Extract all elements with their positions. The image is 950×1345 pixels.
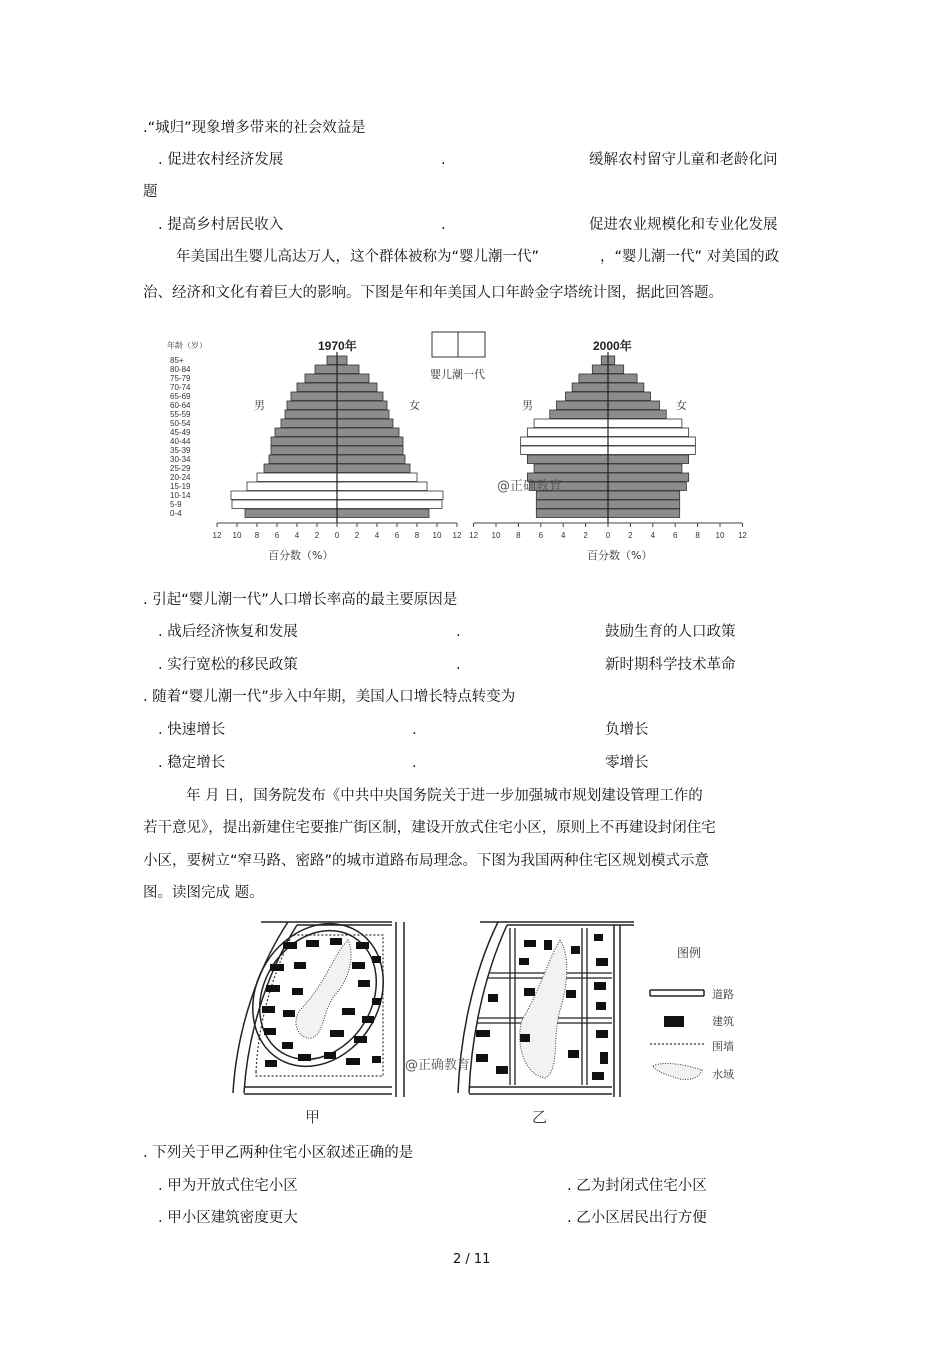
bar-female-1970年-25-29	[337, 464, 410, 473]
x-tick-label: 0	[334, 531, 340, 540]
bar-female-1970年-0-4	[337, 509, 429, 518]
bar-female-2000年-0-4	[608, 509, 680, 518]
age-tick-label: 25-29	[170, 464, 191, 473]
bar-female-2000年-45-49	[608, 428, 689, 437]
q1-option-b: 缓解农村留守儿童和老龄化问	[589, 152, 778, 168]
x-tick-label: 12	[469, 531, 479, 540]
bar-female-1970年-70-74	[337, 383, 377, 392]
x-tick-label: 6	[394, 531, 400, 540]
bar-male-2000年-60-64	[556, 401, 608, 410]
bar-male-1970年-20-24	[257, 473, 337, 482]
x-tick-label: 4	[650, 531, 656, 540]
x-tick-label: 4	[294, 531, 300, 540]
age-tick-label: 20-24	[170, 473, 191, 482]
x-tick-label: 4	[374, 531, 380, 540]
bar-male-2000年-40-44	[521, 437, 608, 446]
x-tick-label: 6	[672, 531, 678, 540]
baby-boom-legend-label: 婴儿潮一代	[430, 368, 485, 381]
age-tick-label: 70-74	[170, 383, 191, 392]
bar-male-2000年-50-54	[534, 419, 608, 428]
bar-male-1970年-25-29	[264, 464, 337, 473]
age-tick-label: 65-69	[170, 392, 191, 401]
bar-female-2000年-55-59	[608, 410, 666, 419]
q2-option-c: . 实行宽松的移民政策	[158, 657, 298, 673]
bar-male-2000年-35-39	[521, 446, 608, 455]
x-tick-label: 6	[274, 531, 280, 540]
age-tick-label: 75-79	[170, 374, 191, 383]
bar-female-2000年-65-69	[608, 392, 651, 401]
map-yi-label: 乙	[532, 1108, 548, 1126]
q1-option-d: 促进农业规模化和专业化发展	[589, 217, 778, 233]
bar-male-1970年-15-19	[247, 482, 337, 491]
q1-option-c: . 提高乡村居民收入	[158, 217, 284, 233]
bar-male-2000年-80-84	[592, 365, 608, 374]
age-tick-label: 45-49	[170, 428, 191, 437]
intro-line2: 治、经济和文化有着巨大的影响。下图是年和年美国人口年龄金字塔统计图，据此回答题。	[143, 285, 723, 301]
female-label-right: 女	[676, 399, 687, 412]
bar-female-1970年-65-69	[337, 392, 383, 401]
x-tick-label: 12	[452, 531, 462, 540]
bar-female-1970年-55-59	[337, 410, 389, 419]
bar-female-1970年-40-44	[337, 437, 403, 446]
q1-option-a: . 促进农村经济发展	[158, 152, 284, 168]
x-tick-label: 2	[354, 531, 360, 540]
intro2-line4: 图。读图完成 题。	[143, 885, 264, 901]
map-watermark: @正确教育	[405, 1058, 471, 1073]
year-2000-title: 2000年	[593, 339, 632, 353]
bar-female-1970年-10-14	[337, 491, 443, 500]
age-tick-label: 40-44	[170, 437, 191, 446]
age-tick-label: 35-39	[170, 446, 191, 455]
residential-planning-diagram	[0, 915, 950, 1140]
x-tick-label: 8	[516, 531, 521, 540]
age-tick-label: 50-54	[170, 419, 191, 428]
bar-male-1970年-75-79	[305, 374, 337, 383]
intro-line1a: 年美国出生婴儿高达万人，这个群体被称为“婴儿潮一代”	[176, 249, 540, 265]
bar-female-1970年-80-84	[337, 365, 359, 374]
bar-female-2000年-5-9	[608, 500, 680, 509]
intro2-line1: 年 月 日，国务院发布《中共中央国务院关于进一步加强城市规划建设管理工作的	[186, 788, 703, 804]
bar-male-1970年-50-54	[281, 419, 337, 428]
q3-option-b: 负增长	[605, 722, 649, 738]
bar-female-1970年-20-24	[337, 473, 417, 482]
bar-male-1970年-65-69	[291, 392, 337, 401]
q3-option-b-dot: .	[412, 722, 417, 738]
q1-stem: .“城归”现象增多带来的社会效益是	[143, 120, 366, 136]
x-tick-label: 8	[254, 531, 260, 540]
x-tick-label: 2	[583, 531, 588, 540]
q2-option-d-dot: .	[456, 657, 461, 673]
age-tick-label: 60-64	[170, 401, 191, 410]
bar-male-2000年-65-69	[565, 392, 608, 401]
bar-female-1970年-45-49	[337, 428, 399, 437]
x-tick-label: 12	[737, 531, 747, 540]
bar-male-2000年-85+	[601, 356, 608, 365]
bar-male-2000年-30-34	[527, 455, 608, 464]
q3-option-c: . 稳定增长	[158, 755, 226, 771]
bar-male-1970年-45-49	[275, 428, 337, 437]
bar-male-2000年-70-74	[572, 383, 608, 392]
female-label-left: 女	[409, 399, 420, 412]
bar-male-2000年-0-4	[536, 509, 608, 518]
x-tick-label: 2	[628, 531, 633, 540]
x-tick-label: 10	[491, 531, 501, 540]
bar-female-1970年-75-79	[337, 374, 369, 383]
bar-male-1970年-80-84	[315, 365, 337, 374]
bar-male-2000年-5-9	[536, 500, 608, 509]
age-tick-label: 5-9	[170, 500, 182, 509]
x-tick-label: 6	[538, 531, 544, 540]
bar-male-1970年-60-64	[287, 401, 337, 410]
bar-female-2000年-70-74	[608, 383, 644, 392]
x-tick-label: 8	[414, 531, 420, 540]
x-tick-label: 8	[695, 531, 700, 540]
q2-option-a: . 战后经济恢复和发展	[158, 624, 298, 640]
bar-male-2000年-55-59	[550, 410, 608, 419]
map-legend	[650, 945, 734, 1081]
bar-female-2000年-25-29	[608, 464, 682, 473]
bar-male-1970年-10-14	[231, 491, 337, 500]
intro2-line3: 小区，要树立“窄马路、密路”的城市道路布局理念。下图为我国两种住宅区规划模式示意	[143, 853, 710, 869]
x-tick-label: 10	[232, 531, 242, 540]
legend-title: 图例	[677, 946, 702, 960]
x-tick-label: 2	[314, 531, 320, 540]
q3-option-d: 零增长	[605, 755, 649, 771]
q4-stem: . 下列关于甲乙两种住宅小区叙述正确的是	[143, 1145, 414, 1161]
bar-female-1970年-15-19	[337, 482, 427, 491]
age-tick-label: 85+	[170, 356, 184, 365]
year-1970-title: 1970年	[318, 339, 357, 353]
legend-road: 道路	[712, 988, 734, 1001]
bar-female-2000年-75-79	[608, 374, 637, 383]
x-tick-label: 12	[212, 531, 222, 540]
q2-option-b: 鼓励生育的人口政策	[605, 624, 736, 640]
bar-male-1970年-0-4	[245, 509, 337, 518]
legend-wall: 围墙	[712, 1040, 734, 1053]
male-label-right: 男	[522, 399, 533, 412]
bar-male-1970年-35-39	[271, 446, 337, 455]
male-label-left: 男	[254, 399, 265, 412]
x-tick-label: 4	[560, 531, 566, 540]
age-tick-label: 80-84	[170, 365, 191, 374]
population-pyramid-chart	[0, 330, 950, 570]
bar-female-1970年-50-54	[337, 419, 393, 428]
map-yi	[458, 922, 634, 1097]
bar-female-1970年-30-34	[337, 455, 405, 464]
q3-option-a: . 快速增长	[158, 722, 226, 738]
q1-option-d-dot: .	[441, 217, 446, 233]
q4-option-c: . 甲小区建筑密度更大	[158, 1210, 298, 1226]
q1-option-b-cont: 题	[143, 184, 158, 200]
map-jia-label: 甲	[305, 1108, 321, 1126]
legend-building: 建筑	[712, 1015, 734, 1028]
bar-female-2000年-50-54	[608, 419, 682, 428]
x-tick-label: 10	[432, 531, 442, 540]
bar-male-1970年-55-59	[285, 410, 337, 419]
bar-male-2000年-45-49	[527, 428, 608, 437]
intro2-line2: 若干意见》，提出新建住宅要推广街区制，建设开放式住宅小区，原则上不再建设封闭住宅	[143, 820, 716, 836]
bar-female-2000年-60-64	[608, 401, 660, 410]
age-tick-label: 30-34	[170, 455, 191, 464]
q3-option-d-dot: .	[412, 755, 417, 771]
x-tick-label: 0	[605, 531, 611, 540]
x-tick-label: 10	[715, 531, 725, 540]
map-jia	[227, 915, 410, 1097]
q1-option-b-dot: .	[441, 152, 446, 168]
watermark: @正确教育	[497, 479, 563, 494]
bar-male-1970年-30-34	[269, 455, 337, 464]
q4-option-a: . 甲为开放式住宅小区	[158, 1178, 298, 1194]
bar-male-2000年-25-29	[534, 464, 608, 473]
bar-female-2000年-30-34	[608, 455, 689, 464]
age-axis-label: 年龄（岁）	[167, 341, 207, 350]
bar-male-1970年-40-44	[271, 437, 337, 446]
q2-stem: . 引起“婴儿潮一代”人口增长率高的最主要原因是	[143, 592, 458, 608]
age-tick-label: 0-4	[170, 509, 182, 518]
q2-option-b-dot: .	[456, 624, 461, 640]
bar-male-1970年-85+	[327, 356, 337, 365]
age-tick-label: 55-59	[170, 410, 191, 419]
bar-female-1970年-85+	[337, 356, 347, 365]
age-tick-label: 15-19	[170, 482, 191, 491]
bar-male-1970年-70-74	[297, 383, 337, 392]
bar-female-2000年-80-84	[608, 365, 624, 374]
bar-male-2000年-75-79	[579, 374, 608, 383]
baby-boom-legend	[430, 332, 485, 381]
bar-female-2000年-40-44	[608, 437, 695, 446]
bar-male-1970年-5-9	[232, 500, 337, 509]
bar-female-2000年-15-19	[608, 482, 686, 491]
q2-option-d: 新时期科学技术革命	[605, 657, 736, 673]
bar-female-2000年-20-24	[608, 473, 689, 482]
page-number: 2 / 11	[453, 1252, 491, 1267]
bar-female-2000年-35-39	[608, 446, 695, 455]
age-tick-label: 10-14	[170, 491, 191, 500]
legend-water: 水域	[712, 1068, 734, 1081]
intro-line1b: ，“婴儿潮一代” 对美国的政	[600, 249, 780, 265]
bar-female-2000年-10-14	[608, 491, 680, 500]
bar-female-1970年-5-9	[337, 500, 442, 509]
bar-female-1970年-35-39	[337, 446, 403, 455]
bar-female-1970年-60-64	[337, 401, 387, 410]
x-axis-title-left: 百分数（%）	[268, 549, 334, 562]
bar-female-2000年-85+	[608, 356, 615, 365]
q4-option-b: . 乙为封闭式住宅小区	[567, 1178, 707, 1194]
q4-option-d: . 乙小区居民出行方便	[567, 1210, 707, 1226]
q3-stem: . 随着“婴儿潮一代”步入中年期，美国人口增长特点转变为	[143, 689, 516, 705]
x-axis-title-right: 百分数（%）	[587, 549, 653, 562]
